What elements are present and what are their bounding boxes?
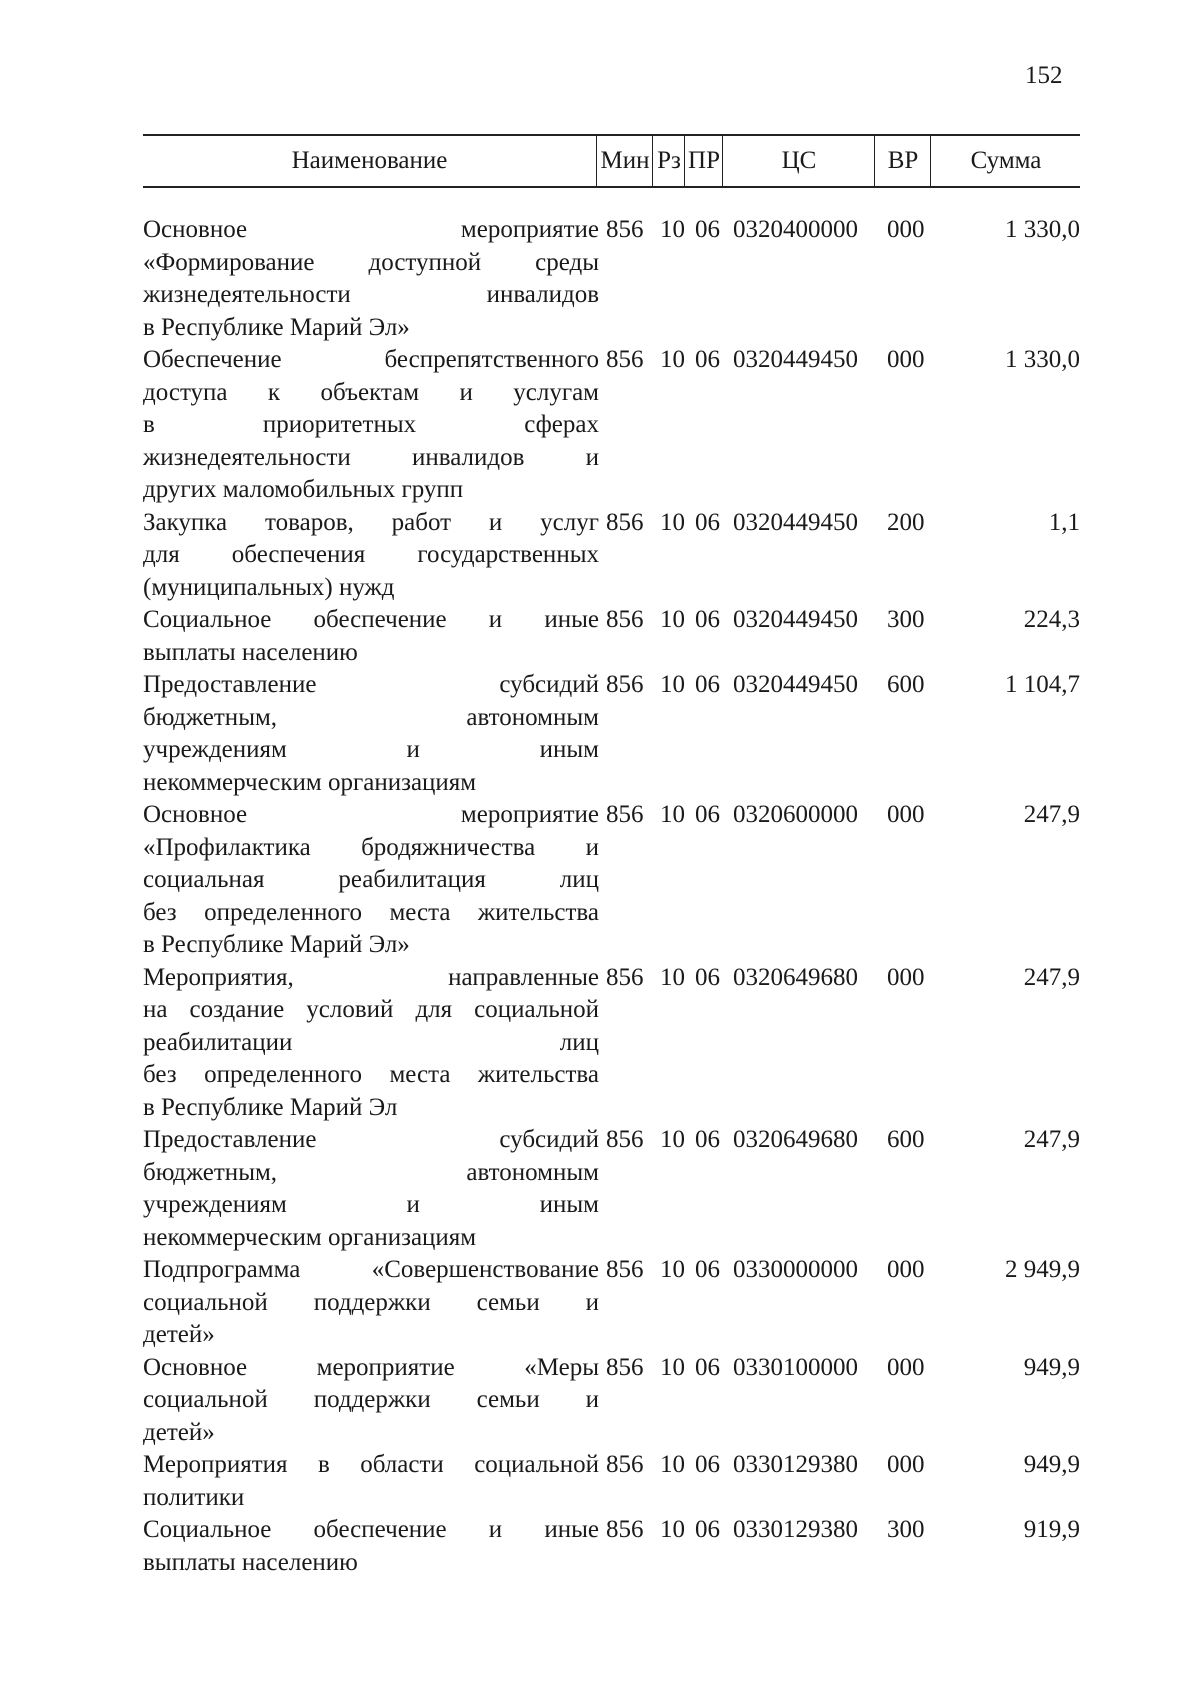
- row-name-line: некоммерческим организациям: [143, 1223, 477, 1251]
- row-name-line: жизнедеятельности инвалидов и: [143, 443, 599, 471]
- row-cs: 0320449450: [733, 508, 858, 536]
- row-name-line: детей»: [143, 1321, 215, 1348]
- row-name-line: для обеспечения государственных: [143, 541, 599, 568]
- row-name-line: социальная реабилитация лиц: [143, 866, 599, 893]
- row-vr: 300: [887, 1516, 925, 1543]
- row-rz: 10: [660, 1451, 685, 1478]
- header-sum: Сумма: [930, 136, 1081, 186]
- row-name-line: некоммерческим организациям: [143, 768, 477, 796]
- row-name: [143, 962, 599, 1125]
- row-name: [143, 669, 599, 799]
- row-name-line: (муниципальных) нужд: [143, 573, 395, 601]
- row-name-line: Подпрограмма «Совершенствование: [143, 1256, 599, 1283]
- row-vr: 000: [887, 963, 925, 991]
- row-vr: 300: [887, 606, 925, 633]
- header-min: Мин: [596, 136, 653, 186]
- row-name-line: «Профилактика бродяжничества и: [143, 833, 599, 861]
- row-name: [143, 1514, 599, 1579]
- row-name-line: в Республике Марий Эл»: [143, 931, 410, 958]
- row-name-line: Основное мероприятие «Меры: [143, 1353, 599, 1381]
- header-vr: ВР: [874, 136, 931, 186]
- row-name: [143, 344, 599, 507]
- row-sum: 919,9: [1023, 1516, 1080, 1543]
- row-sum: 1,1: [1048, 508, 1080, 536]
- header-rz: Рз: [652, 136, 685, 186]
- row-rz: 10: [660, 1126, 685, 1153]
- row-vr: 000: [887, 1256, 925, 1283]
- row-rz: 10: [660, 671, 685, 698]
- row-min: 856: [606, 508, 644, 536]
- row-name-line: социальной поддержки семьи и: [143, 1288, 599, 1316]
- row-name-line: в Республике Марий Эл: [143, 1093, 398, 1121]
- row-min: 856: [606, 1516, 644, 1543]
- row-cs: 0320649680: [733, 1126, 858, 1153]
- row-sum: 1 330,0: [1005, 216, 1080, 243]
- row-cs: 0330129380: [733, 1516, 858, 1543]
- row-rz: 10: [660, 508, 685, 536]
- header-pr: ПР: [684, 136, 723, 186]
- table-row: [143, 1352, 1093, 1450]
- row-min: 856: [606, 1126, 644, 1153]
- row-name-line: жизнедеятельности инвалидов: [143, 281, 599, 308]
- row-cs: 0320649680: [733, 963, 858, 991]
- row-rz: 10: [660, 1353, 685, 1381]
- row-sum: 949,9: [1023, 1451, 1080, 1478]
- row-sum: 2 949,9: [1005, 1256, 1080, 1283]
- row-rz: 10: [660, 606, 685, 633]
- row-name-line: Социальное обеспечение и иные: [143, 1516, 599, 1543]
- header-name: Наименование: [291, 147, 448, 174]
- row-cs: 0320449450: [733, 671, 858, 698]
- row-pr: 06: [695, 346, 720, 373]
- row-rz: 10: [660, 216, 685, 243]
- row-rz: 10: [660, 1516, 685, 1543]
- row-name-line: бюджетным, автономным: [143, 703, 599, 731]
- row-name-line: выплаты населению: [143, 1548, 358, 1576]
- row-min: 856: [606, 801, 644, 828]
- row-name-line: «Формирование доступной среды: [143, 248, 599, 276]
- table-row: [143, 1124, 1093, 1254]
- row-pr: 06: [695, 1256, 720, 1283]
- row-name-line: Социальное обеспечение и иные: [143, 606, 599, 633]
- row-sum: 1 104,7: [1005, 671, 1080, 698]
- row-rz: 10: [660, 963, 685, 991]
- row-min: 856: [606, 346, 644, 373]
- row-min: 856: [606, 606, 644, 633]
- table-row: [143, 962, 1093, 1125]
- row-pr: 06: [695, 1516, 720, 1543]
- row-name-line: Обеспечение беспрепятственного: [143, 346, 599, 373]
- row-cs: 0330000000: [733, 1256, 858, 1283]
- row-name: [143, 214, 599, 344]
- row-min: 856: [606, 1353, 644, 1381]
- row-name: [143, 1254, 599, 1352]
- row-pr: 06: [695, 1353, 720, 1381]
- row-name-line: без определенного места жительства: [143, 1061, 599, 1088]
- row-cs: 0320449450: [733, 346, 858, 373]
- row-pr: 06: [695, 606, 720, 633]
- table-row: [143, 604, 1093, 669]
- row-pr: 06: [695, 216, 720, 243]
- row-vr: 200: [887, 508, 925, 536]
- table-row: [143, 344, 1093, 507]
- row-min: 856: [606, 1451, 644, 1478]
- row-pr: 06: [695, 508, 720, 536]
- row-name-line: других маломобильных групп: [143, 476, 464, 503]
- row-name-line: Закупка товаров, работ и услуг: [143, 508, 599, 536]
- row-cs: 0320449450: [733, 606, 858, 633]
- row-vr: 600: [887, 671, 925, 698]
- row-min: 856: [606, 963, 644, 991]
- row-vr: 000: [887, 346, 925, 373]
- row-name-line: политики: [143, 1483, 245, 1511]
- row-name-line: без определенного места жительства: [143, 898, 599, 926]
- row-name: [143, 1124, 599, 1254]
- row-min: 856: [606, 671, 644, 698]
- row-name-line: Предоставление субсидий: [143, 1126, 599, 1153]
- row-name-line: Основное мероприятие: [143, 216, 599, 243]
- row-name-line: Основное мероприятие: [143, 801, 599, 828]
- row-rz: 10: [660, 346, 685, 373]
- row-pr: 06: [695, 671, 720, 698]
- row-cs: 0320600000: [733, 801, 858, 828]
- table-row: [143, 1254, 1093, 1352]
- row-sum: 247,9: [1023, 801, 1080, 828]
- row-name-line: в Республике Марий Эл»: [143, 313, 410, 341]
- table-row: [143, 214, 1093, 344]
- row-pr: 06: [695, 1451, 720, 1478]
- row-name-line: учреждениям и иным: [143, 736, 599, 763]
- row-pr: 06: [695, 801, 720, 828]
- row-sum: 247,9: [1023, 1126, 1080, 1153]
- row-vr: 000: [887, 216, 925, 243]
- row-name: [143, 507, 599, 605]
- row-name-line: Мероприятия, направленные: [143, 963, 599, 991]
- row-vr: 000: [887, 1353, 925, 1381]
- row-name-line: бюджетным, автономным: [143, 1158, 599, 1186]
- row-cs: 0320400000: [733, 216, 858, 243]
- row-name-line: социальной поддержки семьи и: [143, 1386, 599, 1413]
- table-header: [143, 134, 1080, 188]
- table-row: [143, 799, 1093, 962]
- table-row: [143, 1514, 1093, 1579]
- row-vr: 000: [887, 1451, 925, 1478]
- row-name-line: доступа к объектам и услугам: [143, 378, 599, 406]
- table-row: [143, 669, 1093, 799]
- row-name-line: выплаты населению: [143, 638, 358, 666]
- row-pr: 06: [695, 963, 720, 991]
- row-sum: 247,9: [1023, 963, 1080, 991]
- row-name-line: на создание условий для социальной: [143, 996, 599, 1023]
- row-min: 856: [606, 216, 644, 243]
- row-name: [143, 1352, 599, 1450]
- row-name: [143, 1449, 599, 1514]
- row-name-line: учреждениям и иным: [143, 1191, 599, 1218]
- row-name: [143, 604, 599, 669]
- row-vr: 000: [887, 801, 925, 828]
- row-name: [143, 799, 599, 962]
- row-min: 856: [606, 1256, 644, 1283]
- row-vr: 600: [887, 1126, 925, 1153]
- row-name-line: Предоставление субсидий: [143, 671, 599, 698]
- header-cs: ЦС: [722, 136, 875, 186]
- row-sum: 949,9: [1023, 1353, 1080, 1381]
- table-row: [143, 507, 1093, 605]
- row-cs: 0330100000: [733, 1353, 858, 1381]
- table-row: [143, 1449, 1093, 1514]
- row-sum: 224,3: [1023, 606, 1080, 633]
- row-name-line: детей»: [143, 1418, 215, 1446]
- row-name-line: Мероприятия в области социальной: [143, 1451, 599, 1478]
- row-pr: 06: [695, 1126, 720, 1153]
- page-number: 152: [1025, 62, 1063, 89]
- row-cs: 0330129380: [733, 1451, 858, 1478]
- row-rz: 10: [660, 1256, 685, 1283]
- row-sum: 1 330,0: [1005, 346, 1080, 373]
- row-name-line: в приоритетных сферах: [143, 411, 599, 438]
- row-rz: 10: [660, 801, 685, 828]
- row-name-line: реабилитации лиц: [143, 1028, 599, 1056]
